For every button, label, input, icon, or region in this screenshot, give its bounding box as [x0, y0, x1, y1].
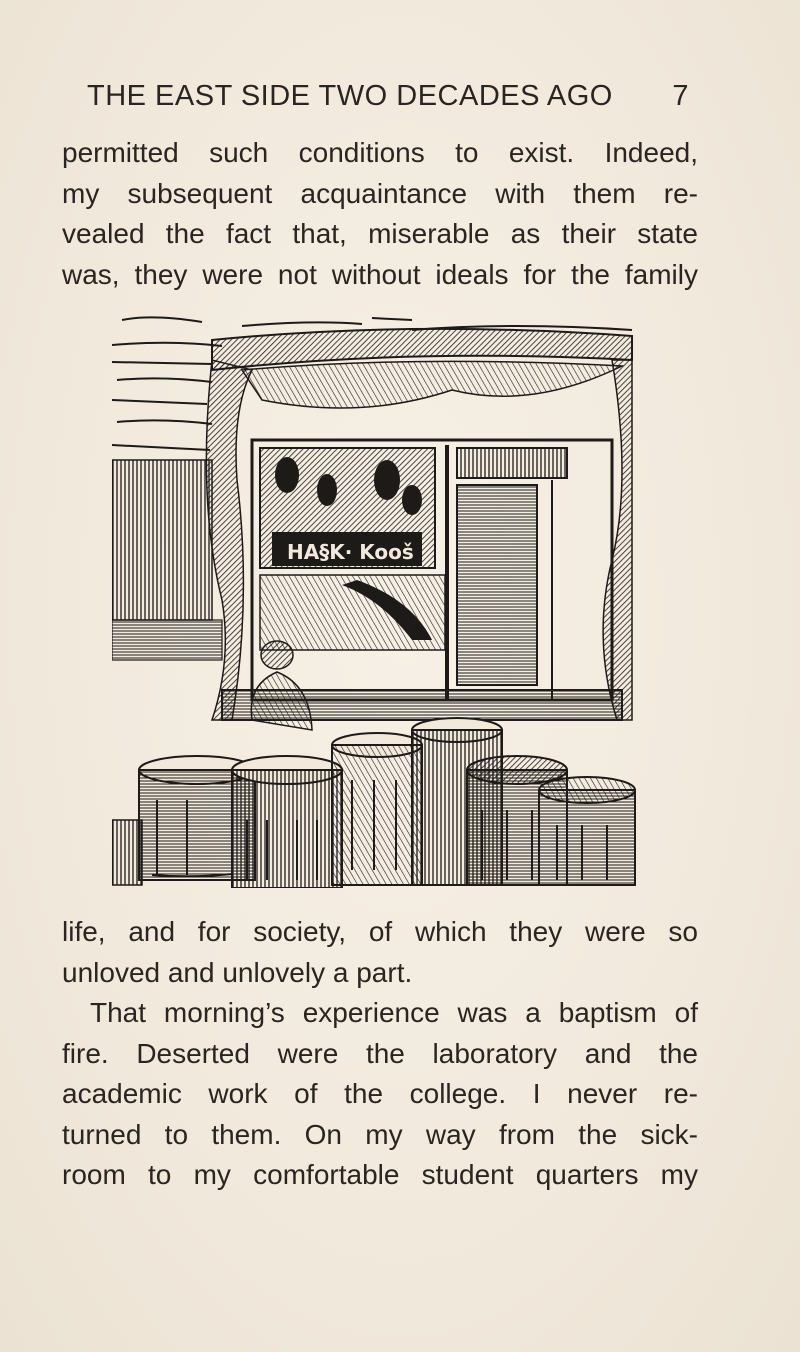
paragraph-bottom	[62, 912, 698, 1196]
text-line: turned to them. On my way from the sick-	[62, 1118, 698, 1150]
shop-front-illustration	[112, 300, 646, 888]
running-head	[87, 74, 689, 122]
engraving-image	[112, 300, 646, 888]
paragraph-top	[62, 133, 698, 295]
shop-sign-text: HA§K· Kooš	[287, 540, 414, 564]
text-line: fire. Deserted were the laboratory and the	[62, 1037, 698, 1069]
page-number: 7	[672, 80, 689, 112]
text-line: life, and for society, of which they were so	[62, 916, 698, 947]
text-line: was, they were not without ideals for the family	[62, 258, 698, 290]
text-line: room to my comfortable student quarters my	[62, 1159, 698, 1190]
text-line: permitted such conditions to exist. Indeed,	[62, 137, 698, 168]
running-head-title: THE EAST SIDE TWO DECADES AGO	[87, 80, 613, 112]
text-line: academic work of the college. I never re-	[62, 1078, 698, 1109]
text-line: my subsequent acquaintance with them re-	[62, 177, 698, 209]
text-line: vealed the fact that, miserable as their state	[62, 218, 698, 249]
text-line: That morning’s experience was a baptism of	[90, 997, 698, 1028]
text-line: unloved and unlovely a part.	[62, 956, 413, 988]
